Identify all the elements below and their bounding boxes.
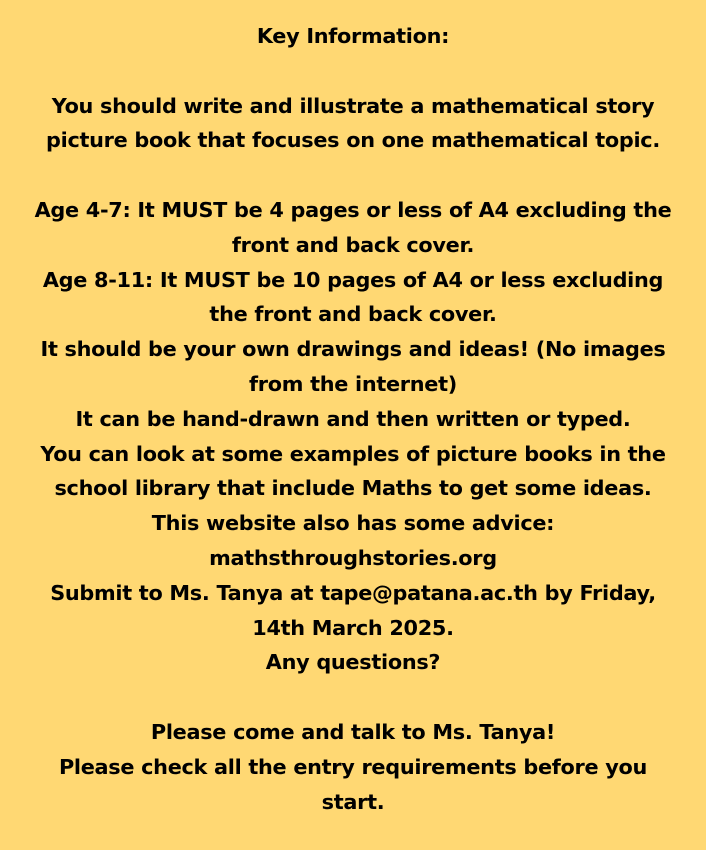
age-4-7-rule-cont: front and back cover. [231,232,475,257]
contact-note: Please come and talk to Ms. Tanya! [150,719,556,744]
examples-note: You can look at some examples of picture books in the [40,441,666,466]
notice-heading: Key Information: [256,24,450,48]
submission-deadline: 14th March 2025. [252,615,454,640]
age-8-11-rule: Age 8-11: It MUST be 10 pages of A4 or less excluding [42,267,664,292]
age-8-11-rule-cont: the front and back cover. [209,302,497,327]
spacer [0,158,706,193]
spacer [0,54,706,89]
age-4-7-rule: Age 4-7: It MUST be 4 pages or less of A4 excluding the [34,197,672,222]
own-drawings-rule-cont: from the internet) [249,371,457,396]
website-url: mathsthroughstories.org [209,545,497,570]
requirements-reminder-cont: start. [321,789,385,814]
own-drawings-rule: It should be your own drawings and ideas! (No images [40,337,666,362]
intro-line: picture book that focuses on one mathematical topic. [46,128,660,153]
intro-line: You should write and illustrate a mathematical story [51,93,655,118]
website-advice: This website also has some advice: [151,511,555,536]
requirements-reminder: Please check all the entry requirements before you [58,754,648,779]
questions-prompt: Any questions? [265,650,441,675]
spacer [0,680,706,715]
submission-info: Submit to Ms. Tanya at tape@patana.ac.th by Friday, [50,580,656,605]
hand-drawn-note: It can be hand-drawn and then written or typed. [75,406,631,431]
examples-note-cont: school library that include Maths to get some ideas. [54,476,652,501]
